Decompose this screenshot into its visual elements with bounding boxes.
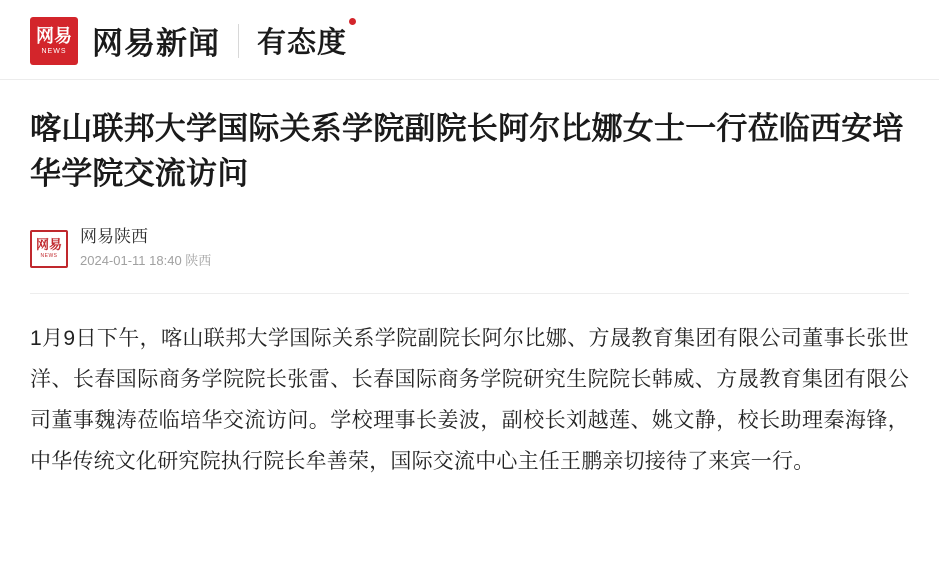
byline	[30, 226, 909, 271]
article-paragraph: 1月9日下午，喀山联邦大学国际关系学院副院长阿尔比娜、方晟教育集团有限公司董事长张世洋、长春国际商务学院院长张雷、长春国际商务学院研究生院院长韩威、方晟教育集团有限公司董事魏涛莅临培华交流访问。学校理事长姜波，副校长刘越莲、姚文静，校长助理秦海锋，中华传统文化研究院执行院长牟善荣，国际交流中心主任王鹏亲切接待了来宾一行。	[30, 327, 909, 473]
page-title: 喀山联邦大学国际关系学院副院长阿尔比娜女士一行莅临西安培华学院交流访问	[30, 111, 904, 191]
article-body	[0, 80, 939, 482]
netease-logo-icon[interactable]	[30, 17, 78, 65]
article-content	[30, 318, 909, 482]
byline-timestamp: 2024-01-11 18:40 陕西	[80, 253, 212, 268]
byline-divider	[30, 293, 909, 294]
brand-divider	[238, 24, 239, 58]
avatar-en-text: NEWS	[40, 253, 58, 259]
brand-name[interactable]: 网易新闻	[92, 26, 220, 61]
brand-slogan-text: 有态度	[257, 27, 348, 59]
byline-source[interactable]: 网易陕西	[80, 227, 148, 246]
avatar-cn-text: 网易	[35, 237, 62, 252]
logo-en-text: NEWS	[41, 47, 67, 55]
slogan-dot-icon	[349, 18, 356, 25]
site-header	[0, 0, 939, 80]
brand-slogan	[257, 20, 347, 61]
byline-text	[80, 226, 211, 271]
logo-cn-text: 网易	[36, 25, 72, 46]
avatar[interactable]	[30, 230, 68, 268]
